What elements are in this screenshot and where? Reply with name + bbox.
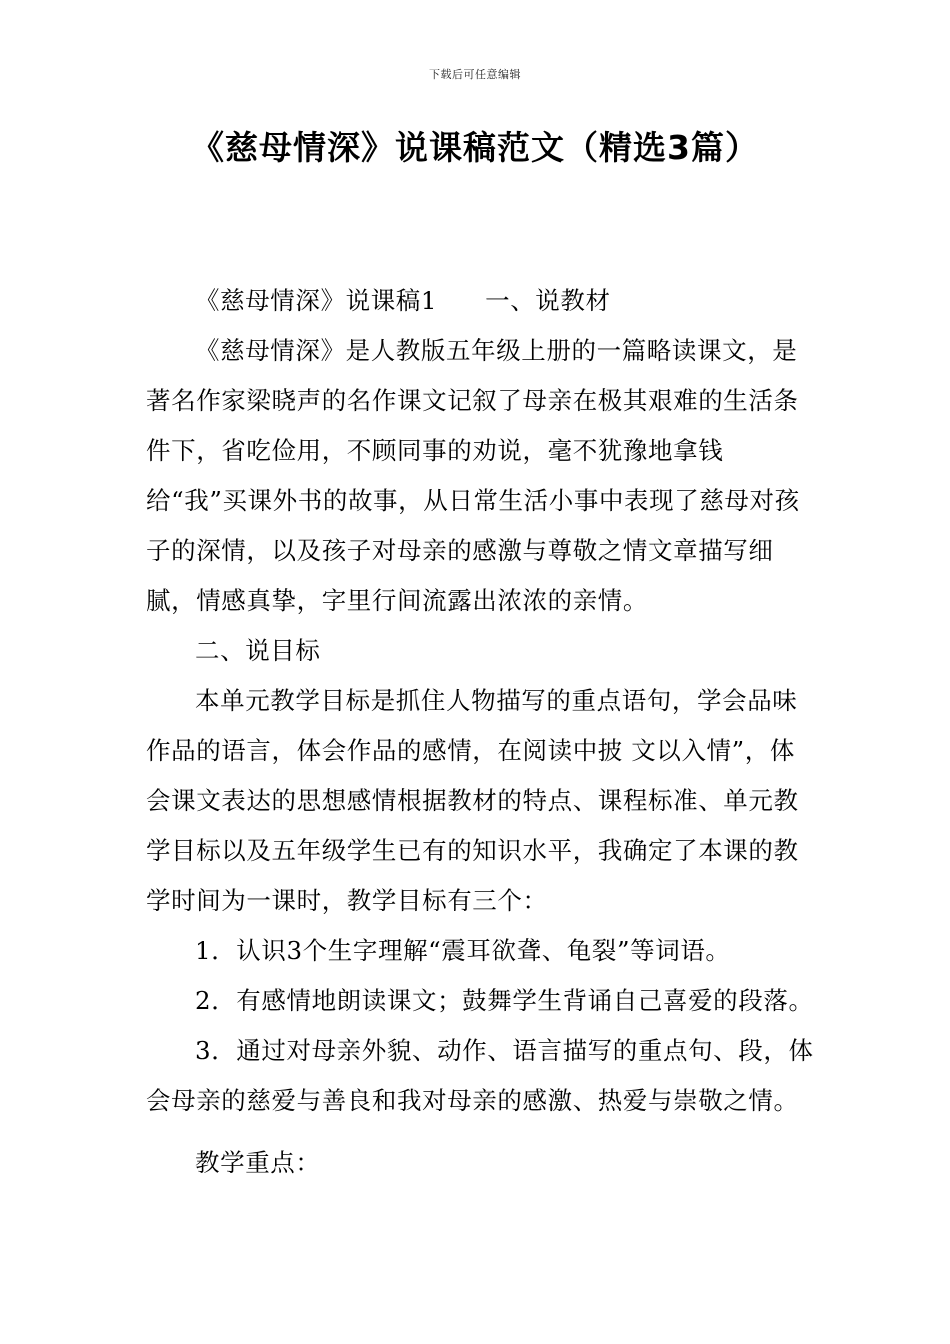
section-heading-line xyxy=(146,276,816,326)
heading-goals: 二、说目标 xyxy=(195,636,321,665)
goal-item-1: 1．认识3个生字理解“震耳欲聋、龟裂”等词语。 xyxy=(195,936,731,965)
goal-item-2: 2．有感情地朗读课文；鼓舞学生背诵自己喜爱的段落。 xyxy=(195,986,814,1015)
paragraph-goals: 本单元教学目标是抓住人物描写的重点语句，学会品味作品的语言，体会作品的感情，在阅读中披 文以入情”，体会课文表达的思想感情根据教材的特点、课程标准、单元教学目标以及五年级学生已有的知识水平，我确定了本课的教学时间为一课时，教学目标有三个： xyxy=(146,686,799,915)
paragraph-textbook-intro: 《慈母情深》是人教版五年级上册的一篇略读课文，是著名作家梁晓声的名作课文记叙了母亲在极其艰难的生活条件下，省吃俭用，不顾同事的劝说，毫不犹豫地拿钱给“我”买课外书的故事，从日常生活小事中表现了慈母对孩子的深情，以及孩子对母亲的感激与尊敬之情文章描写细腻，情感真挚，字里行间流露出浓浓的亲情。 xyxy=(146,336,800,615)
goal-item-3: 3．通过对母亲外貌、动作、语言描写的重点句、段，体会母亲的慈爱与善良和我对母亲的感激、热爱与崇敬之情。 xyxy=(146,1036,814,1115)
document-body xyxy=(146,276,816,1188)
header-note: 下载后可任意编辑 xyxy=(429,68,521,81)
section-subheading: 一、说教材 xyxy=(485,286,611,315)
heading-key-points: 教学重点： xyxy=(195,1148,321,1177)
section-heading: 《慈母情深》说课稿1 xyxy=(195,286,438,315)
document-title: 《慈母情深》说课稿范文（精选3篇） xyxy=(191,128,759,167)
